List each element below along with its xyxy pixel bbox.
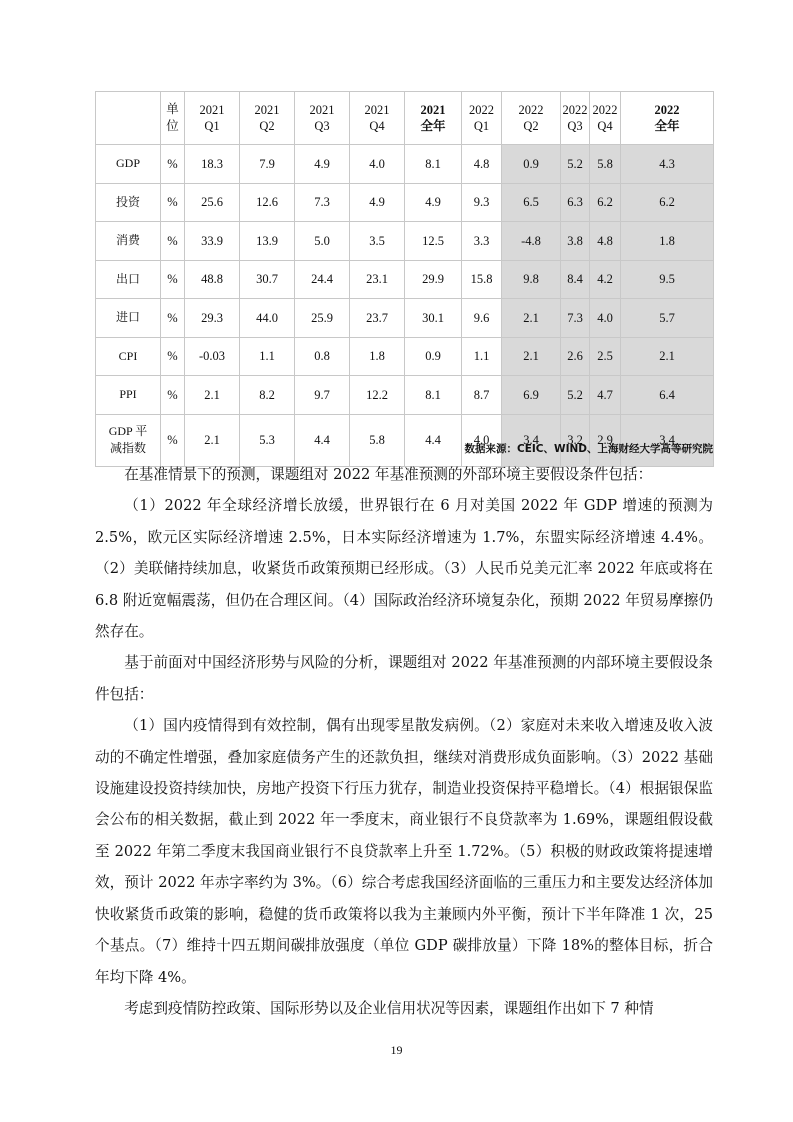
value-cell: 4.4 xyxy=(295,414,350,466)
header-line-2: Q2 xyxy=(523,119,539,133)
value-cell: 12.2 xyxy=(350,376,405,415)
value-cell: 4.7 xyxy=(590,376,621,415)
value-cell: 2.1 xyxy=(185,414,240,466)
value-cell: 3.4 xyxy=(502,414,561,466)
header-line-2: Q4 xyxy=(597,119,613,133)
header-line-2: 位 xyxy=(166,119,179,133)
value-cell: 9.8 xyxy=(502,260,561,299)
value-cell: 8.1 xyxy=(405,145,462,184)
header-period-cell xyxy=(185,92,240,145)
header-line-1: 2021 xyxy=(199,103,225,117)
header-line-1: 单 xyxy=(166,102,179,116)
value-cell: 4.4 xyxy=(405,414,462,466)
header-line-2: Q3 xyxy=(567,119,583,133)
value-cell: 12.5 xyxy=(405,222,462,261)
value-cell: 1.1 xyxy=(240,337,295,376)
header-line-1: 2022 xyxy=(562,103,588,117)
value-cell: 4.0 xyxy=(462,414,502,466)
header-period-cell xyxy=(502,92,561,145)
value-cell: 9.7 xyxy=(295,376,350,415)
value-cell: 12.6 xyxy=(240,183,295,222)
value-cell: 7.3 xyxy=(295,183,350,222)
value-cell: 18.3 xyxy=(185,145,240,184)
row-label: GDP xyxy=(96,145,161,184)
paragraph: 在基准情景下的预测，课题组对 2022 年基准预测的外部环境主要假设条件包括： xyxy=(124,466,653,483)
row-label: PPI xyxy=(96,376,161,415)
unit-cell: % xyxy=(161,222,185,261)
value-cell: 4.9 xyxy=(350,183,405,222)
value-cell: 6.3 xyxy=(561,183,590,222)
value-cell: 5.2 xyxy=(561,376,590,415)
unit-cell: % xyxy=(161,414,185,466)
table-row xyxy=(96,376,714,415)
value-cell: 15.8 xyxy=(462,260,502,299)
header-period-cell xyxy=(350,92,405,145)
row-label: 出口 xyxy=(96,260,161,299)
header-line-1: 2021 xyxy=(364,103,390,117)
value-cell: 48.8 xyxy=(185,260,240,299)
value-cell: 2.5 xyxy=(590,337,621,376)
header-period-cell xyxy=(240,92,295,145)
value-cell: 6.9 xyxy=(502,376,561,415)
value-cell: 3.3 xyxy=(462,222,502,261)
value-cell: 3.2 xyxy=(561,414,590,466)
value-cell: 24.4 xyxy=(295,260,350,299)
value-cell: 8.4 xyxy=(561,260,590,299)
unit-cell: % xyxy=(161,260,185,299)
header-period-cell xyxy=(590,92,621,145)
value-cell: 1.1 xyxy=(462,337,502,376)
value-cell: 5.8 xyxy=(350,414,405,466)
value-cell: 13.9 xyxy=(240,222,295,261)
economic-indicators-table xyxy=(95,91,714,467)
value-cell: 2.9 xyxy=(590,414,621,466)
value-cell: 4.3 xyxy=(621,145,714,184)
value-cell: 6.2 xyxy=(590,183,621,222)
table-row xyxy=(96,260,714,299)
value-cell: 5.7 xyxy=(621,299,714,338)
value-cell: 33.9 xyxy=(185,222,240,261)
value-cell: 4.9 xyxy=(405,183,462,222)
paragraph: 考虑到疫情防控政策、国际形势以及企业信用状况等因素，课题组作出如下 7 种情 xyxy=(124,999,654,1017)
table-row xyxy=(96,337,714,376)
header-line-1: 2022 xyxy=(469,103,494,117)
value-cell: 1.8 xyxy=(621,222,714,261)
value-cell: -4.8 xyxy=(502,222,561,261)
value-cell: 44.0 xyxy=(240,299,295,338)
value-cell: 30.1 xyxy=(405,299,462,338)
paragraph: （1）2022 年全球经济增长放缓，世界银行在 6 月对美国 2022 年 GDP 增速的预测为 2.5%，欧元区实际经济增速 2.5%，日本实际经济增速为 1.7%，东盟实际经济增速 4.4%。（2）美联储持续加息，收紧货币政策预期已经形成。（3）人民币兑美元汇率 2022 年底或将在 6.8 附近宽幅震荡，但仍在合理区间。（4）国际政治经济环境复杂化，预期 2022 年贸易摩擦仍然存在。 xyxy=(95,497,713,641)
value-cell: 4.9 xyxy=(295,145,350,184)
header-line-1: 2022 xyxy=(518,103,544,117)
value-cell: 2.1 xyxy=(502,337,561,376)
table-header-row xyxy=(96,92,714,145)
header-corner-cell xyxy=(96,92,161,145)
header-period-cell xyxy=(295,92,350,145)
value-cell: 3.5 xyxy=(350,222,405,261)
paragraph: （1）国内疫情得到有效控制，偶有出现零星散发病例。（2）家庭对未来收入增速及收入波动的不确定性增强，叠加家庭债务产生的还款负担，继续对消费形成负面影响。（3）2022 基础设施建设投资持续加快，房地产投资下行压力犹存，制造业投资保持平稳增长。（4）根据银保监会公布的相关数据，截止到 2022 年一季度末，商业银行不良贷款率为 1.69%，课题组假设截至 2022 年第二季度末我国商业银行不良贷款率上升至 1.72%。（5）积极的财政政策将提速增效，预计 2022 年赤字率约为 3%。（6）综合考虑我国经济面临的三重压力和主要发达经济体加快收紧货币政策的影响，稳健的货币政策将以我为主兼顾内外平衡，预计下半年降准 1 次，25 个基点。（7）维持十四五期间碳排放强度（单位 GDP 碳排放量）下降 18%的整体目标，折合年均下降 4%。 xyxy=(95,717,713,986)
header-line-2: Q3 xyxy=(314,119,330,133)
header-line-2: 全年 xyxy=(654,119,680,133)
value-cell: 23.1 xyxy=(350,260,405,299)
unit-cell: % xyxy=(161,145,185,184)
value-cell: 5.0 xyxy=(295,222,350,261)
value-cell: 6.5 xyxy=(502,183,561,222)
header-period-cell xyxy=(561,92,590,145)
value-cell: 9.3 xyxy=(462,183,502,222)
header-line-2: Q4 xyxy=(369,119,385,133)
row-label: 投资 xyxy=(96,183,161,222)
header-period-cell xyxy=(621,92,714,145)
value-cell: 30.7 xyxy=(240,260,295,299)
value-cell: 8.7 xyxy=(462,376,502,415)
header-line-1: 2021 xyxy=(420,103,446,117)
value-cell: 23.7 xyxy=(350,299,405,338)
header-unit-cell xyxy=(161,92,185,145)
value-cell: 4.8 xyxy=(590,222,621,261)
row-label: 进口 xyxy=(96,299,161,338)
header-line-1: 2022 xyxy=(592,103,618,117)
paragraph: 基于前面对中国经济形势与风险的分析，课题组对 2022 年基准预测的内部环境主要假设条件包括： xyxy=(95,654,713,703)
unit-cell: % xyxy=(161,299,185,338)
value-cell: 5.2 xyxy=(561,145,590,184)
value-cell: 25.9 xyxy=(295,299,350,338)
value-cell: 0.8 xyxy=(295,337,350,376)
value-cell: 8.2 xyxy=(240,376,295,415)
value-cell: 5.8 xyxy=(590,145,621,184)
value-cell: 2.1 xyxy=(185,376,240,415)
header-line-1: 2021 xyxy=(309,103,335,117)
page-number: 19 xyxy=(390,1043,403,1057)
body-text xyxy=(95,459,713,1024)
value-cell: 4.0 xyxy=(350,145,405,184)
value-cell: 8.1 xyxy=(405,376,462,415)
header-period-cell xyxy=(462,92,502,145)
value-cell: 2.1 xyxy=(502,299,561,338)
unit-cell: % xyxy=(161,337,185,376)
value-cell: 25.6 xyxy=(185,183,240,222)
table-row xyxy=(96,183,714,222)
header-line-1: 2021 xyxy=(254,103,280,117)
value-cell: 1.8 xyxy=(350,337,405,376)
header-line-1: 2022 xyxy=(654,103,680,117)
header-line-2: 全年 xyxy=(420,119,446,133)
header-period-cell xyxy=(405,92,462,145)
row-label: GDP 平 减指数 xyxy=(96,414,161,466)
header-line-2: Q2 xyxy=(259,119,275,133)
value-cell: 5.3 xyxy=(240,414,295,466)
value-cell: 2.1 xyxy=(621,337,714,376)
value-cell: 29.3 xyxy=(185,299,240,338)
value-cell: 2.6 xyxy=(561,337,590,376)
row-label: CPI xyxy=(96,337,161,376)
value-cell: -0.03 xyxy=(185,337,240,376)
value-cell: 0.9 xyxy=(405,337,462,376)
value-cell: 3.8 xyxy=(561,222,590,261)
table-row xyxy=(96,145,714,184)
row-label: 消费 xyxy=(96,222,161,261)
value-cell: 6.2 xyxy=(621,183,714,222)
value-cell: 3.4 xyxy=(621,414,714,466)
value-cell: 6.4 xyxy=(621,376,714,415)
value-cell: 4.2 xyxy=(590,260,621,299)
unit-cell: % xyxy=(161,376,185,415)
value-cell: 7.9 xyxy=(240,145,295,184)
data-source-note: 数据来源：CEIC、WIND、上海财经大学高等研究院 xyxy=(464,443,713,455)
value-cell: 9.5 xyxy=(621,260,714,299)
value-cell: 0.9 xyxy=(502,145,561,184)
value-cell: 7.3 xyxy=(561,299,590,338)
table-row xyxy=(96,222,714,261)
unit-cell: % xyxy=(161,183,185,222)
header-line-2: Q1 xyxy=(473,119,490,133)
table-row xyxy=(96,299,714,338)
value-cell: 4.8 xyxy=(462,145,502,184)
value-cell: 9.6 xyxy=(462,299,502,338)
value-cell: 29.9 xyxy=(405,260,462,299)
header-line-2: Q1 xyxy=(204,119,220,133)
value-cell: 4.0 xyxy=(590,299,621,338)
